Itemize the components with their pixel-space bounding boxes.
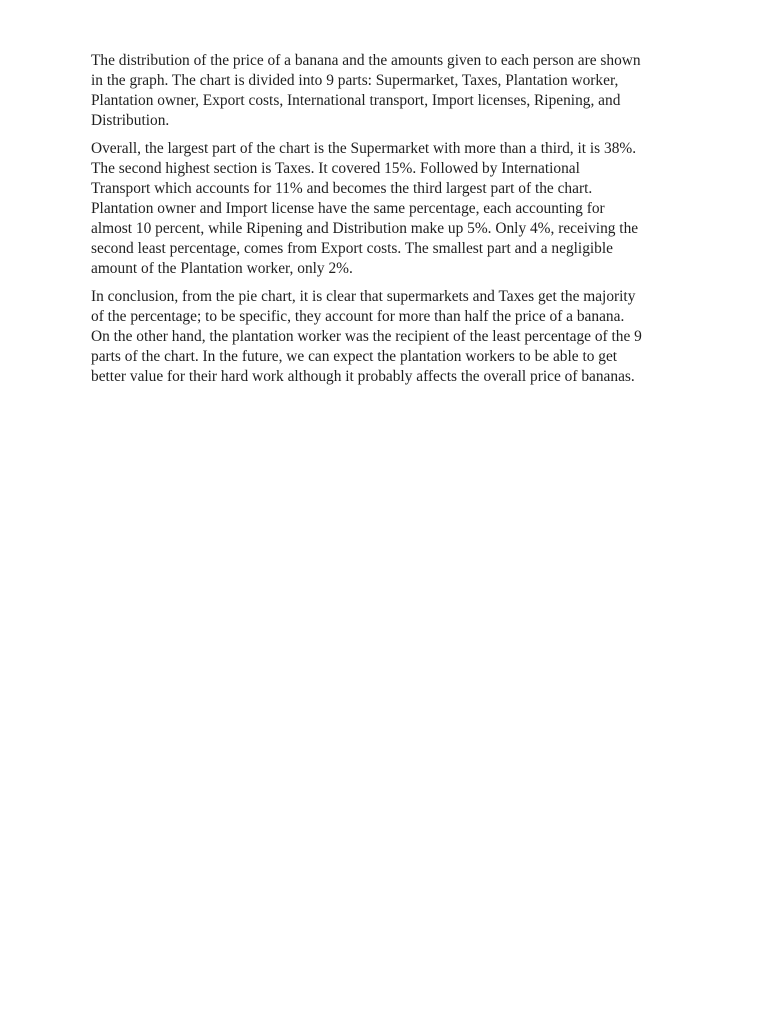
text-line: almost 10 percent, while Ripening and Distribution make up 5%. Only 4%, receiving the: [91, 220, 639, 237]
text-line: second least percentage, comes from Export costs. The smallest part and a negligible: [91, 240, 613, 257]
paragraph-conclusion: [91, 287, 697, 387]
text-line: On the other hand, the plantation worker was the recipient of the least percentage of the 9: [91, 328, 642, 345]
text-line: Plantation owner, Export costs, International transport, Import licenses, Ripening, and: [91, 92, 621, 109]
text-line: in the graph. The chart is divided into 9 parts: Supermarket, Taxes, Plantation worker,: [91, 72, 619, 89]
text-line: amount of the Plantation worker, only 2%.: [91, 260, 353, 277]
text-line: better value for their hard work although it probably affects the overall price of bananas.: [91, 368, 635, 385]
text-line: Overall, the largest part of the chart is the Supermarket with more than a third, it is 38%.: [91, 140, 637, 157]
text-line: In conclusion, from the pie chart, it is clear that supermarkets and Taxes get the majority: [91, 288, 636, 305]
text-line: The distribution of the price of a banana and the amounts given to each person are shown: [91, 52, 641, 69]
paragraph-overview: [91, 139, 697, 279]
text-line: parts of the chart. In the future, we can expect the plantation workers to be able to get: [91, 348, 618, 365]
text-line: Transport which accounts for 11% and becomes the third largest part of the chart.: [91, 180, 593, 197]
text-line: The second highest section is Taxes. It covered 15%. Followed by International: [91, 160, 580, 177]
text-line: Distribution.: [91, 112, 170, 129]
text-line: of the percentage; to be specific, they account for more than half the price of a banana.: [91, 308, 625, 325]
text-line: Plantation owner and Import license have the same percentage, each accounting for: [91, 200, 605, 217]
paragraph-introduction: [91, 51, 697, 131]
document-body: [91, 51, 697, 395]
